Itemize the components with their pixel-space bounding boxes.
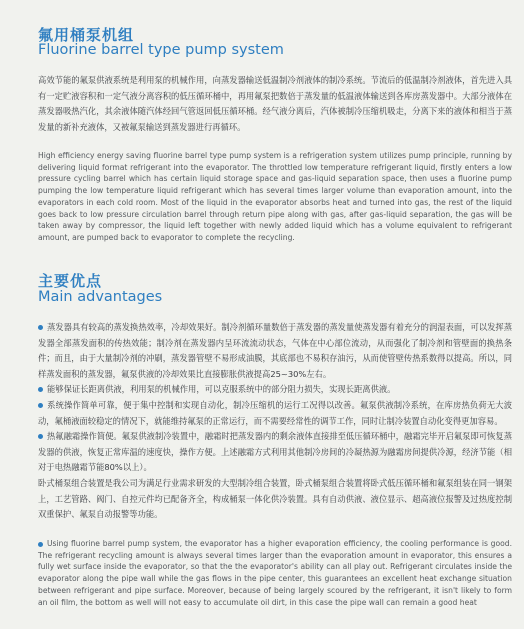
section-title-cn: 氟用桶泵机组 <box>38 26 135 44</box>
advantage-item: 热氟融霜操作简便。氟泵供液制冷装置中，融霜时把蒸发器内的剩余液体直接排至低压循环桶中，融霜完毕开启氟泵即可恢复蒸发器的供液，恢复正常库温的速度快，操作方便。上述融霜方式利用其他制冷房间的冷凝热源为融霜房间提供冷源，经济节能（相对于电热融霜节能80%以上）。 <box>38 431 512 473</box>
combo-unit-paragraph: 卧式桶泵组合装置是我公司为满足行业需求研发的大型制冷组合装置，卧式桶泵组合装置将卧式低压循环桶和氟泵组装在同一钢架上，工艺管路、阀门、自控元件均已配备齐全，构成桶泵一体化供冷装置。具有自动供液、液位显示、超高液位报警及过热度控制双重保护、氟泵自动报警等功能。 <box>38 477 512 520</box>
intro-paragraph-en: High efficiency energy saving fluorine barrel type pump system is a refrigeration system utilizes pump principle, running by delivering liquid format refrigerant into the evaporator. The throttled low temperature refrigerant liquid, firstly enters a low pressure cycling barrel which has certain liquid storage space and gas-liquid separation space, then uses a fluorine pump pumping the low temperature liquid refrigerant which has several times larger volume than evaporation amount, into the evaporators in each cold room. Most of the liquid in the evaporator absorbs heat and turned into gas, the rest of the liquid goes back to low pressure circulation barrel through return pipe along with gas, after gas-liquid separation, the gas will be taken away by compressor, the liquid left together with newly added liquid which has a volume equivalent to refrigerant amount, are pumped back to evaporator to complete the recycling. <box>38 151 512 242</box>
section-title-en: Fluorine barrel type pump system <box>38 42 284 58</box>
advantage-item: 能够保证长距离供液，利用泵的机械作用，可以克服系统中的部分阻力损失，实现长距离供液。 <box>47 384 396 395</box>
advantage-item: 系统操作简单可靠，便于集中控制和实现自动化，制冷压缩机的运行工况得以改善。氟泵供液制冷系统，在库房热负荷无大波动，氟桶液面较稳定的情况下，就能维持氟泵的正常运行，而不需要经常性的调节工作，同时让制冷装置自动化变得更加容易。 <box>38 399 512 426</box>
bullet-icon <box>38 403 43 408</box>
bullet-icon <box>38 434 43 439</box>
advantage-item: 蒸发器具有较高的蒸发换热效率，冷却效果好。制冷剂循环量数倍于蒸发器的蒸发量使蒸发器有着充分的润湿表面，可以发挥蒸发器全部蒸发面积的传热效能；制冷剂在蒸发器内呈环流流动状态，气体在中心部位流动，从而强化了制冷剂和管壁面的换热条件；而且，由于大量制冷剂的冲刷，蒸发器管壁不易形成油膜，其底部也不易积存油污，从而使管壁传热系数得以提高。所以，同样蒸发面积的蒸发器，氟泵供液的冷却效果比直接膨胀供液提高25~30%左右。 <box>38 322 512 379</box>
advantage-item-en: Using fluorine barrel pump system, the evaporator has a higher evaporation efficiency, the cooling performance is good. The refrigerant recycling amount is always several times larger than the evaporation amount in evaporator, this ensures a fully wet surface inside the evaporator, so that the the evaporator's ability can all play out. Refrigerant circulates inside the evaporator along the pipe wall while the gas flows in the pipe center, this guarantees an excellent heat exchange situation between refrigerant and pipe surface. Moreover, because of being largely scoured by the refrigerant, it isn't likely to form an oil film, the bottom as well will not easy to accumulate oil dirt, in this case the pipe wall can remain a good heat <box>38 539 512 607</box>
intro-paragraph-cn: 高效节能的氟泵供液系统是利用泵的机械作用，向蒸发器输送低温制冷剂液体的制冷系统。节流后的低温制冷剂液体，首先进入具有一定贮液容积和一定气液分离容积的低压循环桶中，再用氟泵把数倍于蒸发量的低温液体输送到各库房蒸发器中。大部分液体在蒸发器吸热汽化，其余液体随汽体经回气管返回低压循环桶。经气液分离后，汽体被制冷压缩机吸走，分离下来的液体和相当于蒸发量的新补充液体，又被氟泵输送到蒸发器进行再循环。 <box>38 75 512 132</box>
advantages-list-cn <box>38 320 512 523</box>
bullet-icon <box>38 542 43 547</box>
advantages-title-en: Main advantages <box>38 289 163 305</box>
advantages-paragraph-en <box>38 538 512 608</box>
bullet-icon <box>38 387 43 392</box>
bullet-icon <box>38 325 43 330</box>
advantages-title-cn: 主要优点 <box>38 272 103 290</box>
